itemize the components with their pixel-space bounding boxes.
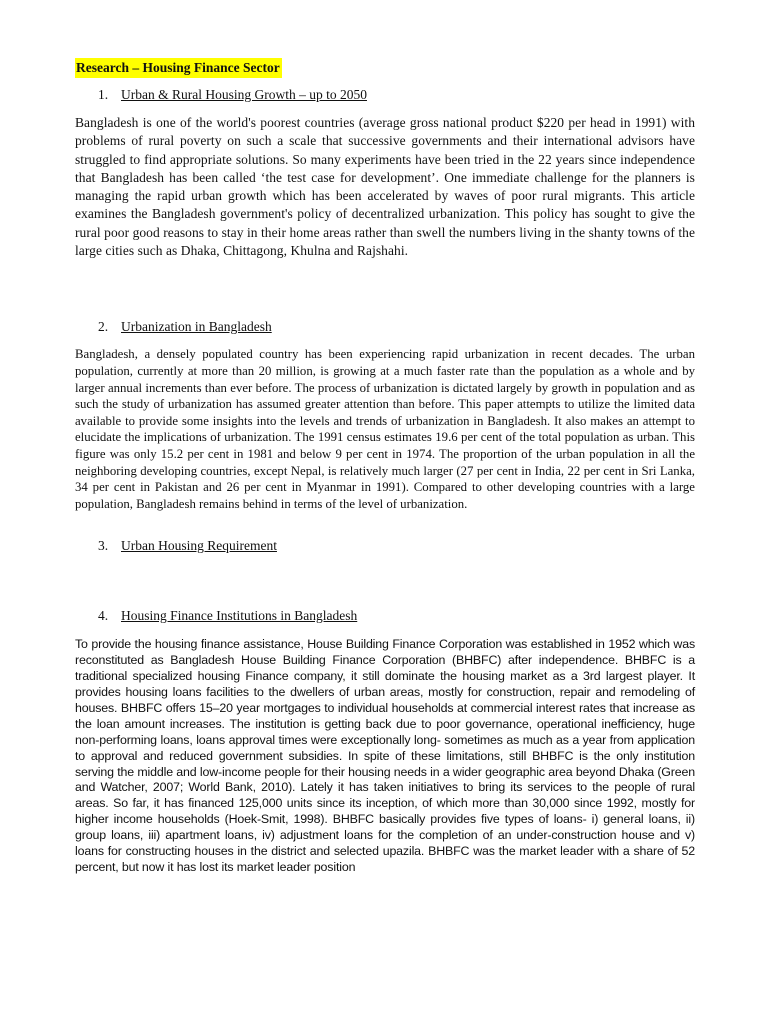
section-3-number: 3. xyxy=(98,538,109,554)
section-1-heading xyxy=(75,86,695,104)
section-4-title: Housing Finance Institutions in Bangladesh xyxy=(121,608,358,624)
section-4-heading xyxy=(75,607,695,625)
section-2-title: Urbanization in Bangladesh xyxy=(121,319,272,335)
section-1-number: 1. xyxy=(98,87,109,102)
document-title: Research – Housing Finance Sector xyxy=(75,58,282,78)
section-2-heading xyxy=(75,318,695,336)
section-2-body: Bangladesh, a densely populated country has been experiencing rapid urbanization in recent decades. The urban population, currently at more than 20 million, is growing at a much faster rate than the population as a whole and by larger annual increments than ever before. The process of urbanization is dictated largely by growth in population and as such the study of urbanization has assumed greater attention than before. This paper attempts to utilize the limited data available to provide some insights into the levels and trends of urbanization in Bangladesh. It also makes an attempt to elucidate the implications of urbanization. The 1991 census estimates 19.6 per cent of the total population as urban. This figure was only 15.2 per cent in 1981 and below 9 per cent in 1974. The proportion of the urban population in all the neighboring developing countries, except Nepal, is relatively much larger (27 per cent in India, 22 per cent in Sri Lanka, 34 per cent in Pakistan and 26 per cent in Myanmar in 1991). Compared to other developing countries with a large population, Bangladesh remains behind in terms of the level of urbanization. xyxy=(75,347,695,511)
section-1-title: Urban & Rural Housing Growth – up to 2050 xyxy=(121,87,367,102)
section-1-body: Bangladesh is one of the world's poorest countries (average gross national product $220 per head in 1991) with problems of rural poverty on such a scale that successive governments and their international advisors have struggled to find appropriate solutions. So many experiments have been tried in the 22 years since independence that Bangladesh has been called ‘the test case for development’. One immediate challenge for the planners is managing the rapid urban growth which has been accelerated by waves of poor rural migrants. This article examines the Bangladesh government's policy of decentralized urbanization. This policy has sought to give the rural poor good reasons to stay in their home areas rather than swell the numbers living in the shanty towns of the large cities such as Dhaka, Chittagong, Khulna and Rajshahi. xyxy=(75,115,695,259)
section-3-title: Urban Housing Requirement xyxy=(121,538,277,554)
section-2-number: 2. xyxy=(98,319,109,335)
section-4-number: 4. xyxy=(98,608,109,624)
section-4-body: To provide the housing finance assistance, House Building Finance Corporation was established in 1952 which was reconstituted as Bangladesh House Building Finance Corporation (BHBFC) after independence. BHBFC is a traditional specialized housing Finance company, it still dominate the housing market as a 3rd largest player. It provides housing loans facilities to the dwellers of urban areas, mostly for construction, repair and remodeling of houses. BHBFC offers 15–20 year mortgages to individual households at commercial interest rates that increase as the loan amount increases. The institution is getting back due to poor governance, operational inefficiency, huge non-performing loans, loans approval times were exceptionally long- sometimes as much as a year from application to approval and reduced government subsidies. In spite of these limitations, still BHBFC is the only institution serving the middle and low-income people for their housing needs in a wider geographic area beyond Dhaka (Green and Watcher, 2007; World Bank, 2010). Lately it has taken initiatives to bring its services to the people of rural areas. So far, it has financed 125,000 units since its inception, of which more than 30,000 since 1992, mostly for higher income households (Hoek-Smit, 1998). BHBFC basically provides five types of loans- i) general loans, ii) group loans, iii) apartment loans, iv) adjustment loans for the completion of an under-construction house and v) loans for constructing houses in the district and selected upazila. BHBFC was the market leader with a share of 52 percent, but now it has lost its market leader position xyxy=(75,637,695,874)
section-3-heading xyxy=(75,537,695,555)
